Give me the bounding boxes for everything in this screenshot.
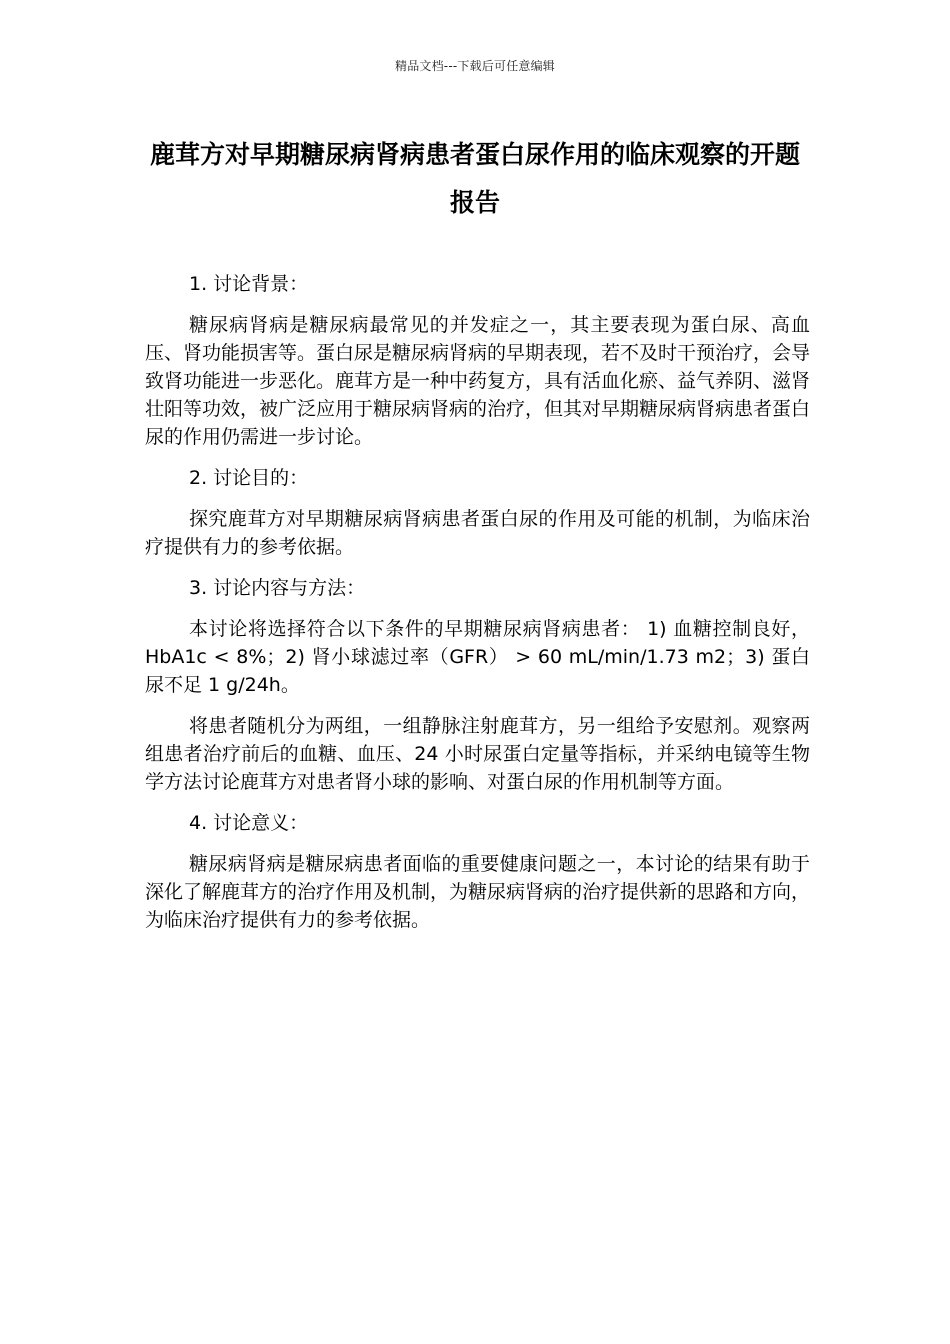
page-header: 精品文档---下载后可任意编辑 xyxy=(395,59,555,73)
document-title: 鹿茸方对早期糖尿病肾病患者蛋白尿作用的临床观察的开题报告 xyxy=(149,140,800,217)
document-body xyxy=(145,270,810,947)
section-heading-significance: 4. 讨论意义： xyxy=(189,812,309,834)
section-heading-purpose: 2. 讨论目的： xyxy=(189,467,309,489)
paragraph-background: 糖尿病肾病是糖尿病最常见的并发症之一，其主要表现为蛋白尿、高血压、肾功能损害等。蛋白尿是糖尿病肾病的早期表现，若不及时干预治疗，会导致肾功能进一步恶化。鹿茸方是一种中药复方，具有活血化瘀、益气养阴、滋肾壮阳等功效，被广泛应用于糖尿病肾病的治疗，但其对早期糖尿病肾病患者蛋白尿的作用仍需进一步讨论。 xyxy=(145,314,811,448)
paragraph-methods-criteria: 本讨论将选择符合以下条件的早期糖尿病肾病患者： 1) 血糖控制良好，HbA1c < 8%；2) 肾小球滤过率（GFR） > 60 mL/min/1.73 m2；3) 蛋白尿不足 1 g/24h。 xyxy=(145,618,810,696)
paragraph-purpose: 探究鹿茸方对早期糖尿病肾病患者蛋白尿的作用及可能的机制，为临床治疗提供有力的参考依据。 xyxy=(145,508,810,558)
paragraph-methods-design: 将患者随机分为两组，一组静脉注射鹿茸方，另一组给予安慰剂。观察两组患者治疗前后的血糖、血压、24 小时尿蛋白定量等指标，并采纳电镜等生物学方法讨论鹿茸方对患者肾小球的影响、对蛋白尿的作用机制等方面。 xyxy=(145,715,810,793)
paragraph-significance: 糖尿病肾病是糖尿病患者面临的重要健康问题之一，本讨论的结果有助于深化了解鹿茸方的治疗作用及机制，为糖尿病肾病的治疗提供新的思路和方向，为临床治疗提供有力的参考依据。 xyxy=(145,853,811,931)
section-heading-background: 1. 讨论背景： xyxy=(189,273,309,295)
section-heading-methods: 3. 讨论内容与方法： xyxy=(189,577,366,599)
